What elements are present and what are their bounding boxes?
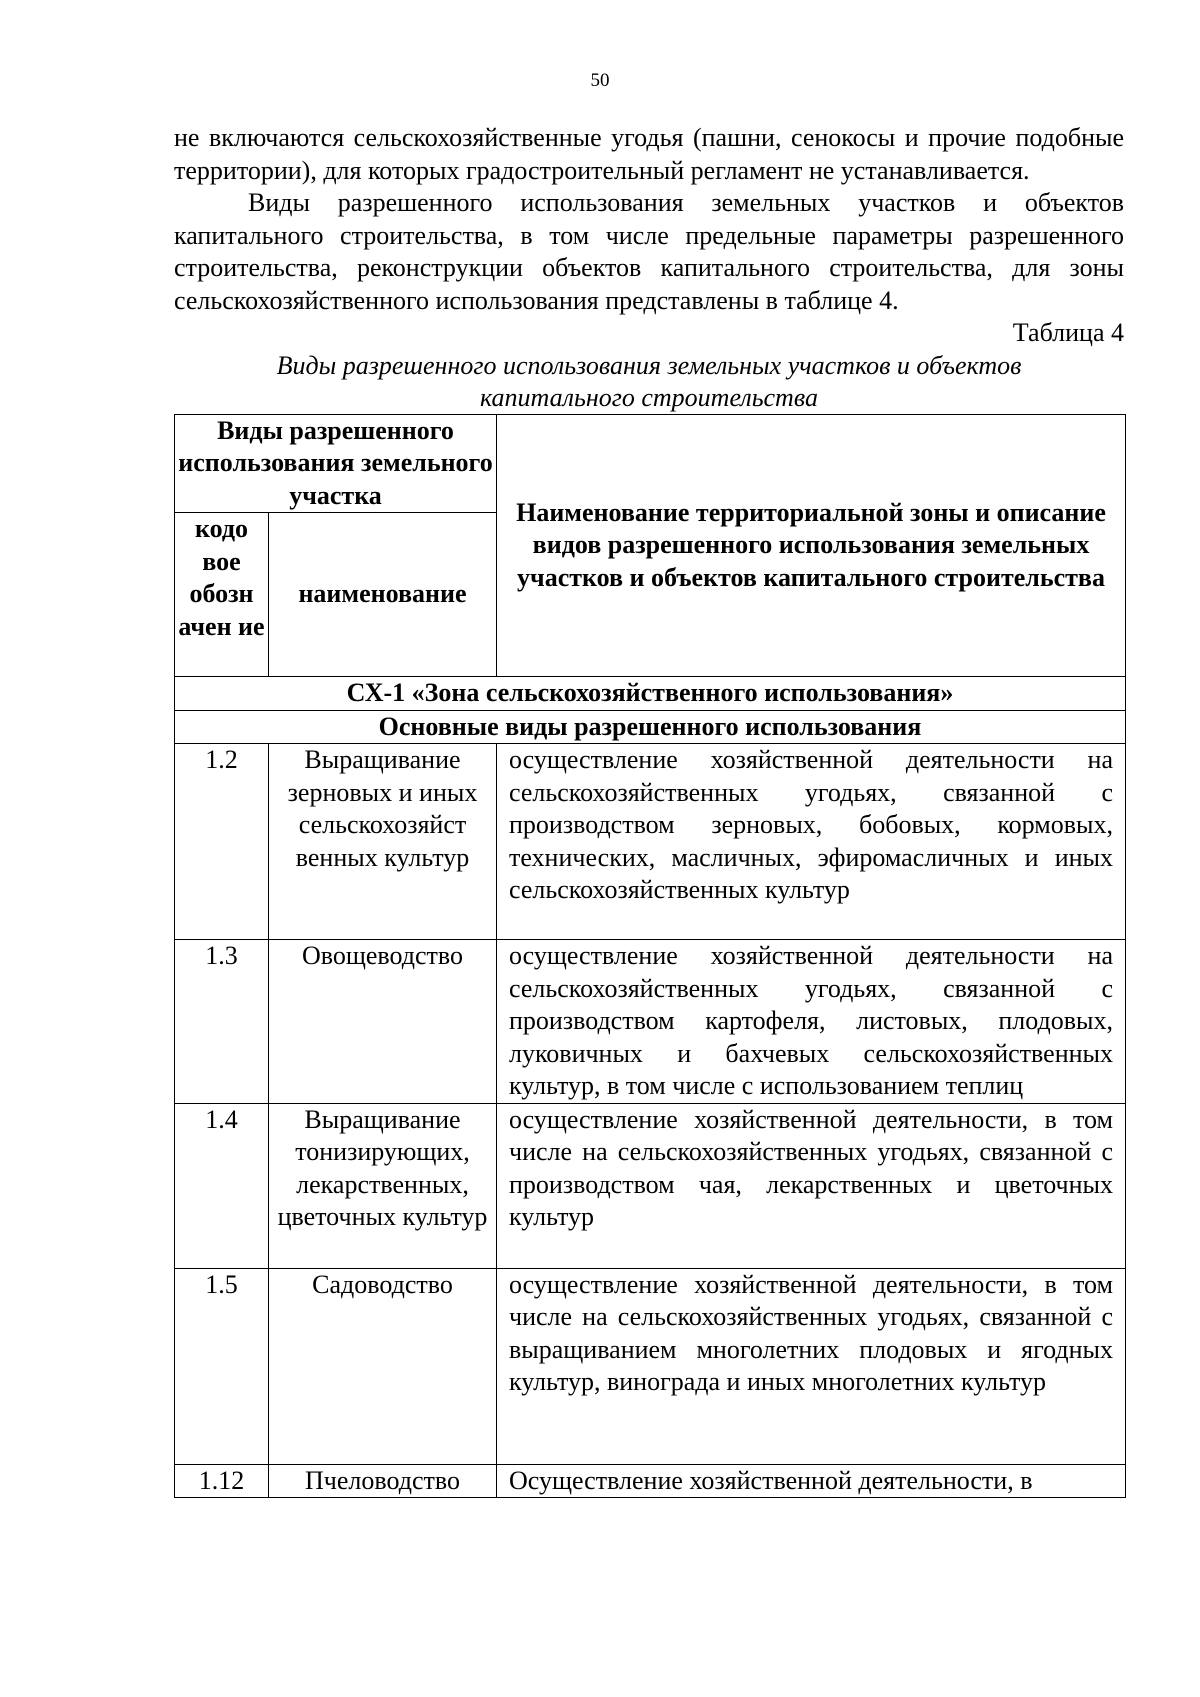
header-group-cell: Виды разрешенного использования земельного участка [175, 414, 497, 513]
row-code: 1.3 [175, 940, 269, 1104]
row-description: осуществление хозяйственной деятельности на сельскохозяйственных угодьях, связанной с производством зерновых, бобовых, кормовых, технических, масличных, эфиромасличных и иных сельскохозяйственных культур [497, 744, 1126, 940]
row-description: осуществление хозяйственной деятельности на сельскохозяйственных угодьях, связанной с производством картофеля, листовых, плодовых, луковичных и бахчевых сельскохозяйственных культур, в том числе с использованием теплиц [497, 940, 1126, 1104]
row-name: Садоводство [269, 1268, 497, 1464]
table-row [175, 744, 1126, 940]
zone-title-row [175, 677, 1126, 711]
row-code: 1.2 [175, 744, 269, 940]
table-label: Таблица 4 [1012, 318, 1124, 347]
row-code: 1.4 [175, 1103, 269, 1268]
section-title-row [175, 710, 1126, 744]
table-row [175, 1464, 1126, 1498]
document-body [174, 122, 1124, 1498]
row-description: осуществление хозяйственной деятельности, в том числе на сельскохозяйственных угодьях, связанной с производством чая, лекарственных и цветочных культур [497, 1103, 1126, 1268]
section-title: Основные виды разрешенного использования [175, 710, 1126, 744]
row-code: 1.12 [175, 1464, 269, 1498]
paragraph: не включаются сельскохозяйственные угодья (пашни, сенокосы и прочие подобные территории), для которых градостроительный регламент не устанавливается. [174, 123, 1124, 185]
row-description: осуществление хозяйственной деятельности, в том числе на сельскохозяйственных угодьях, связанной с выращиванием многолетних плодовых и ягодных культур, винограда и иных многолетних культур [497, 1268, 1126, 1464]
page-number: 50 [590, 70, 610, 91]
row-code: 1.5 [175, 1268, 269, 1464]
table-row [175, 940, 1126, 1104]
row-description: Осуществление хозяйственной деятельности, в [497, 1464, 1126, 1498]
land-use-table [174, 414, 1126, 1499]
row-name: Выращивание тонизирующих, лекарственных, цветочных культур [269, 1103, 497, 1268]
row-name: Пчеловодство [269, 1464, 497, 1498]
table-caption: Виды разрешенного использования земельных участков и объектов капитального строительства [276, 350, 1022, 412]
zone-title: СХ-1 «Зона сельскохозяйственного использования» [175, 677, 1126, 711]
header-description-cell: Наименование территориальной зоны и описание видов разрешенного использования земельных участков и объектов капитального строительства [497, 414, 1126, 677]
header-name-cell: наименование [269, 513, 497, 677]
paragraph: Виды разрешенного использования земельных участков и объектов капитального строительства, в том числе предельные параметры разрешенного строительства, реконструкции объектов капитального строительства, для зоны сельскохозяйственного использования представлены в таблице 4. [174, 188, 1124, 315]
header-code-cell: кодо вое обозн ачен ие [175, 513, 269, 677]
table-row [175, 1103, 1126, 1268]
row-name: Выращивание зерновых и иных сельскохозяйст венных культур [269, 744, 497, 940]
row-name: Овощеводство [269, 940, 497, 1104]
table-header-row [175, 414, 1126, 513]
table-row [175, 1268, 1126, 1464]
